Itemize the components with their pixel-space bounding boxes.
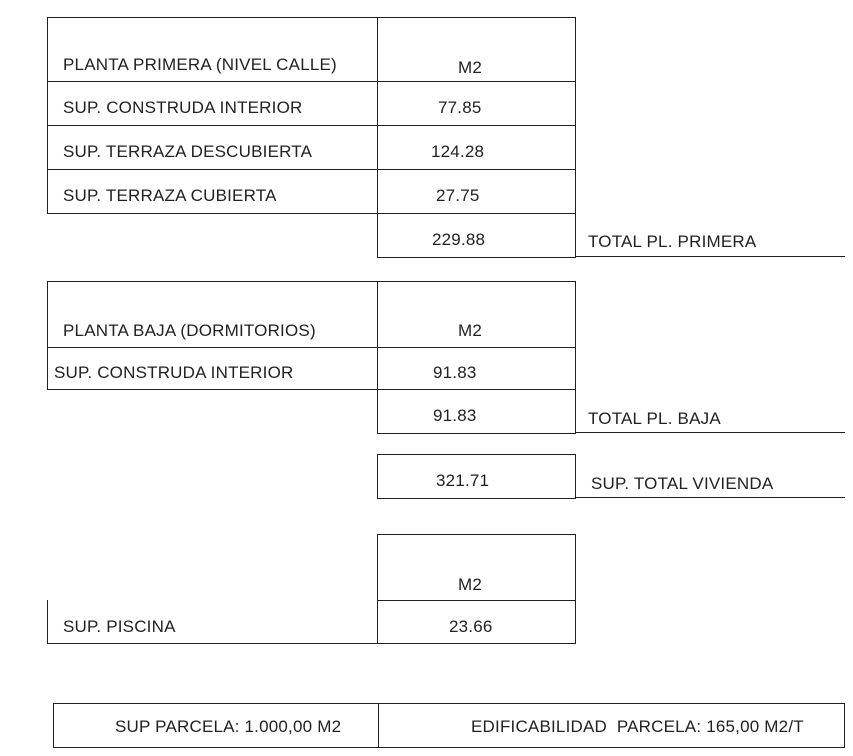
planta-primera-total-value: 229.88 — [432, 230, 486, 249]
row-label: SUP. CONSTRUDA INTERIOR — [63, 98, 303, 117]
vivienda-total-label: SUP. TOTAL VIVIENDA — [591, 474, 774, 493]
row-label: SUP. CONSTRUDA INTERIOR — [54, 363, 294, 382]
row-value: 124.28 — [431, 142, 485, 161]
planta-primera-total-label: TOTAL PL. PRIMERA — [588, 232, 757, 251]
vivienda-total-value: 321.71 — [436, 471, 490, 490]
planta-baja-header-unit: M2 — [458, 321, 483, 340]
row-value: 27.75 — [436, 186, 480, 205]
planta-baja-header-label: PLANTA BAJA (DORMITORIOS) — [63, 321, 316, 340]
piscina-header-unit: M2 — [458, 575, 483, 594]
planta-baja-total-label: TOTAL PL. BAJA — [588, 409, 721, 428]
parcela-edificabilidad: EDIFICABILIDAD PARCELA: 165,00 M2/T — [471, 717, 804, 736]
total-underline — [576, 432, 845, 433]
parcela-superficie: SUP PARCELA: 1.000,00 M2 — [115, 717, 342, 736]
planta-primera-header-label: PLANTA PRIMERA (NIVEL CALLE) — [63, 55, 337, 74]
planta-baja-total-value: 91.83 — [433, 406, 477, 425]
piscina-label: SUP. PISCINA — [63, 617, 176, 636]
total-underline — [576, 497, 845, 498]
piscina-value: 23.66 — [449, 617, 493, 636]
row-label: SUP. TERRAZA DESCUBIERTA — [63, 142, 313, 161]
total-underline — [576, 256, 845, 257]
row-value: 91.83 — [433, 363, 477, 382]
row-value: 77.85 — [438, 98, 482, 117]
row-label: SUP. TERRAZA CUBIERTA — [63, 186, 277, 205]
planta-primera-header-unit: M2 — [458, 58, 483, 77]
